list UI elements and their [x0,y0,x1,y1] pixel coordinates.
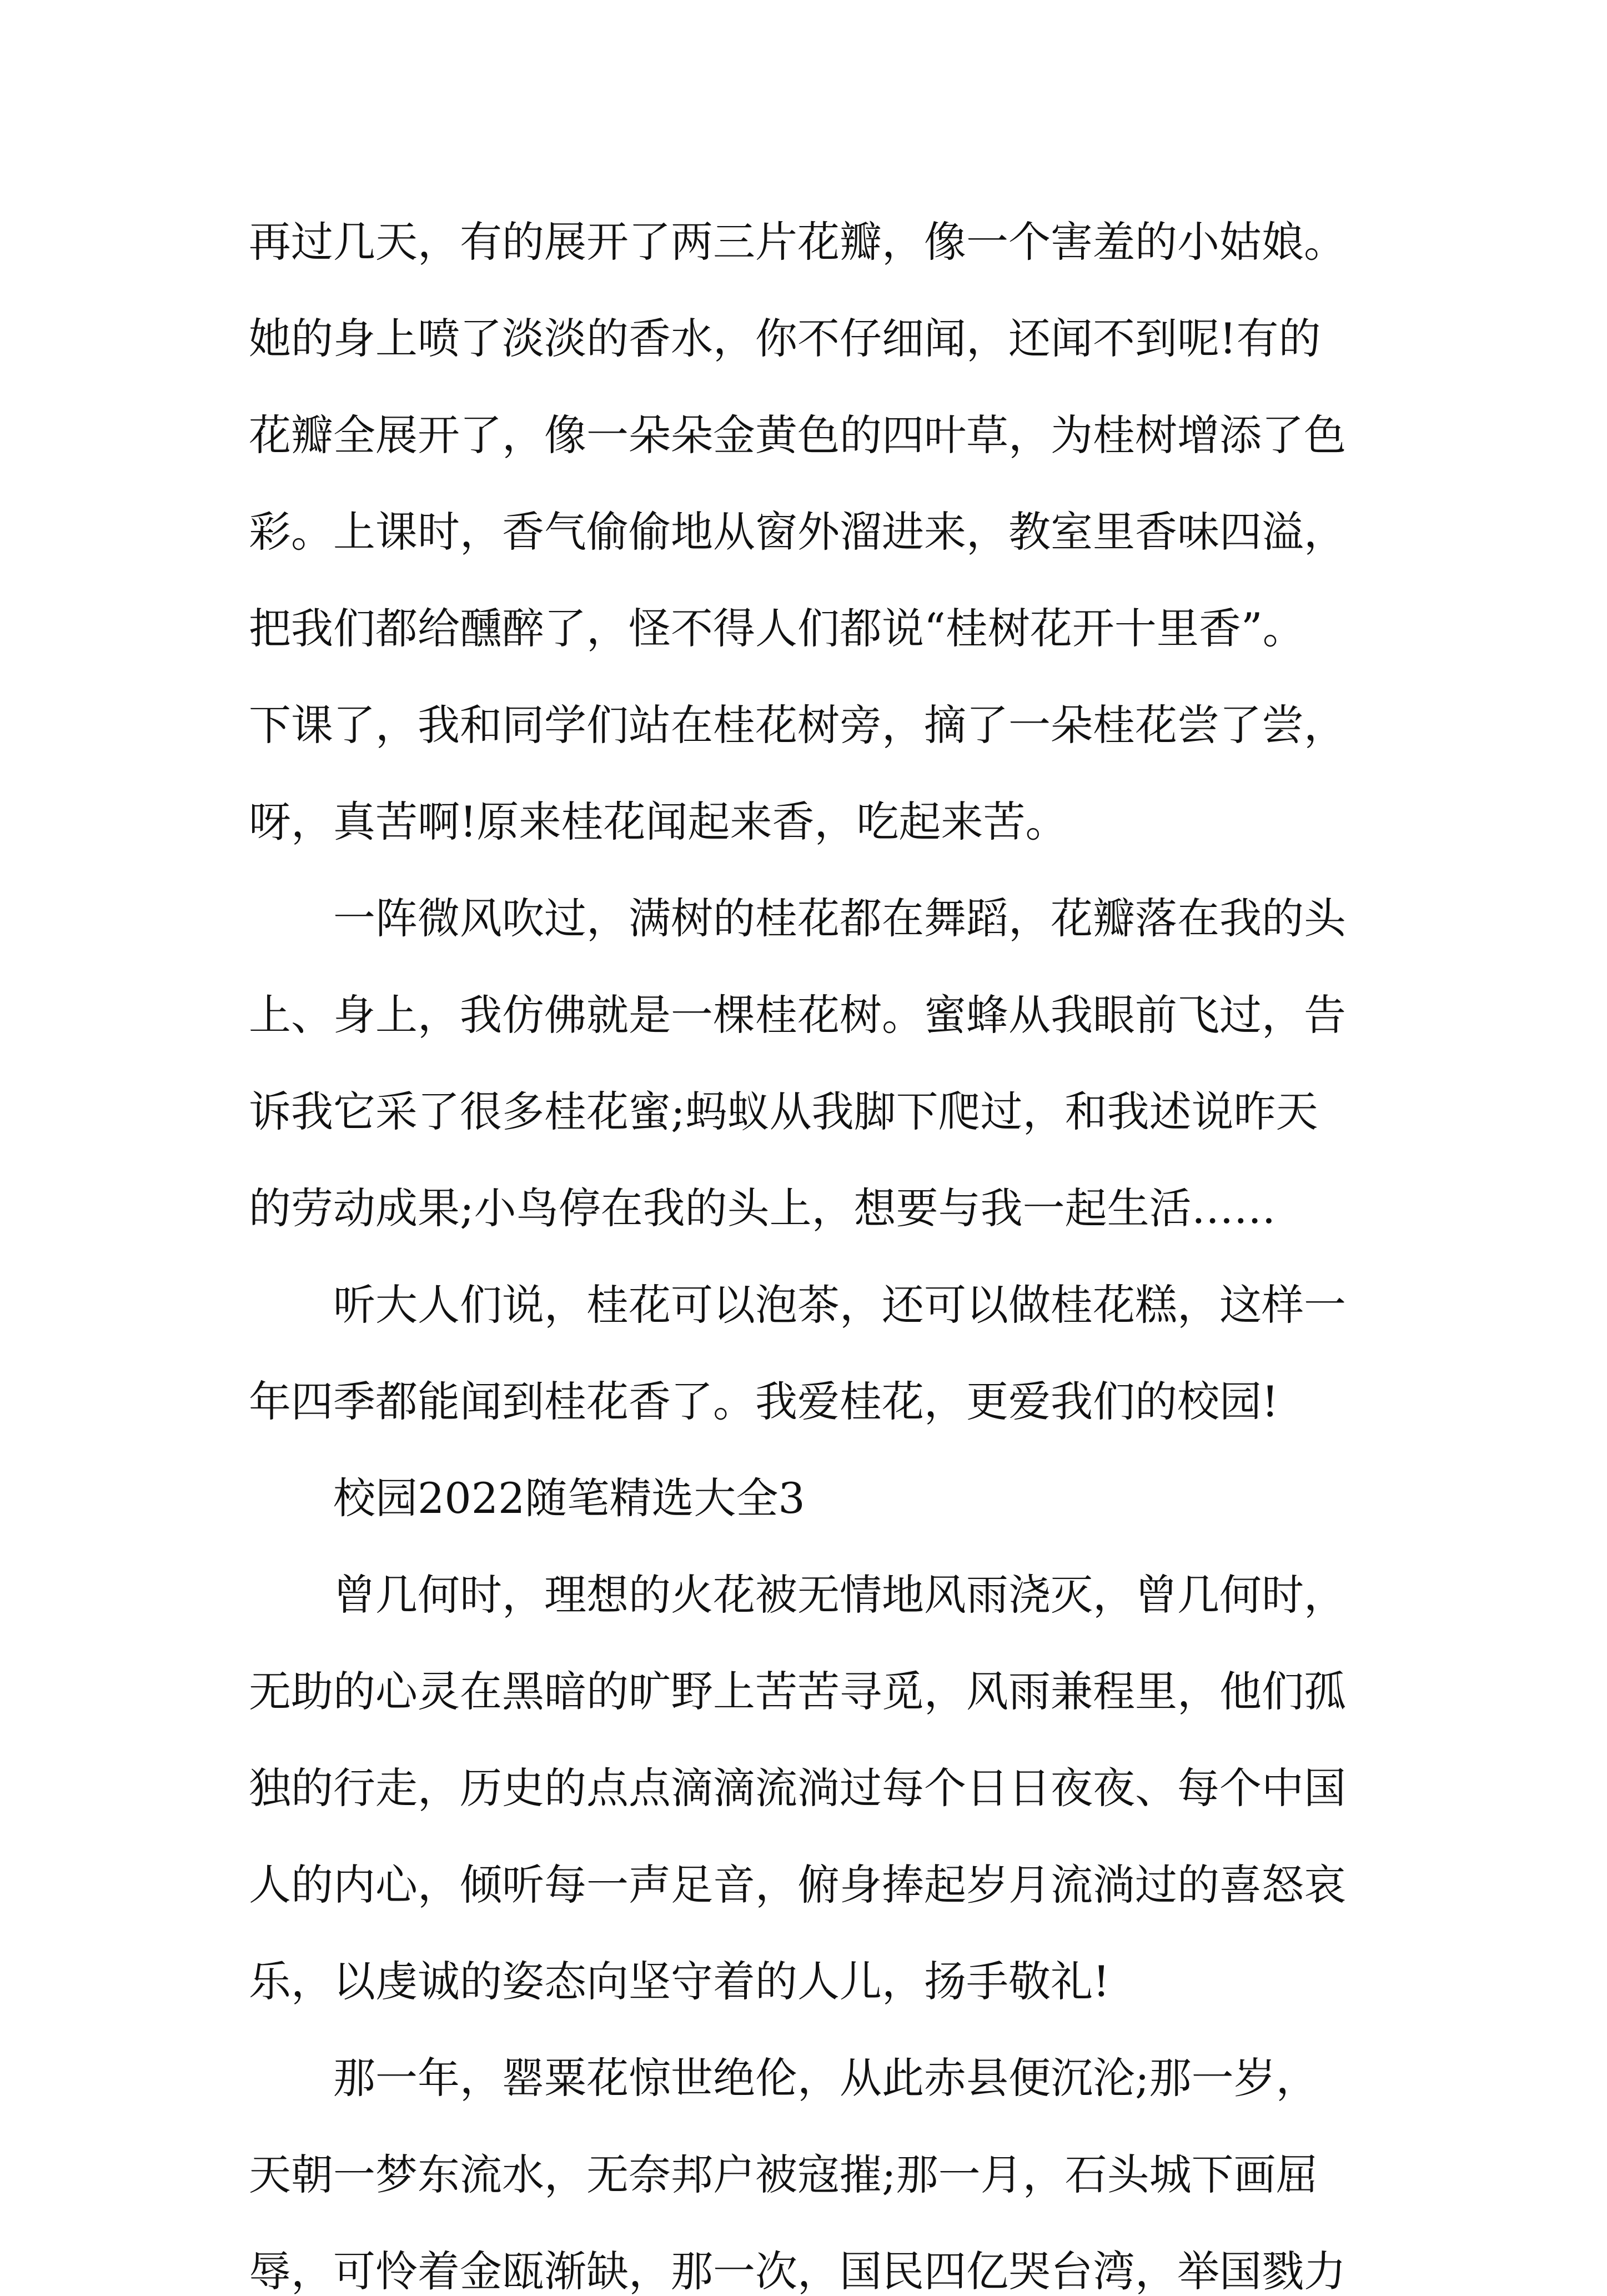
text-line: 下课了，我和同学们站在桂花树旁，摘了一朵桂花尝了尝， [249,700,1346,750]
paragraph-start: 听大人们说，桂花可以泡茶，还可以做桂花糕，这样一 [333,1280,1346,1330]
text-line: 年四季都能闻到桂花香了。我爱桂花，更爱我们的校园! [249,1377,1279,1426]
text-line: 无助的心灵在黑暗的旷野上苦苦寻觅，风雨兼程里，他们孤 [249,1667,1346,1716]
text-line: 再过几天，有的展开了两三片花瓣，像一个害羞的小姑娘。 [249,217,1346,267]
paragraph-start: 曾几何时，理想的火花被无情地风雨浇灭，曾几何时， [333,1570,1346,1620]
section-heading: 校园2022随笔精选大全3 [333,1473,805,1523]
paragraph-start: 一阵微风吹过，满树的桂花都在舞蹈，花瓣落在我的头 [333,894,1346,943]
text-line: 独的行走，历史的点点滴滴流淌过每个日日夜夜、每个中国 [249,1763,1346,1813]
text-line: 人的内心，倾听每一声足音，俯身捧起岁月流淌过的喜怒哀 [249,1860,1346,1909]
text-line: 诉我它采了很多桂花蜜;蚂蚁从我脚下爬过，和我述说昨天 [249,1087,1318,1136]
text-line: 辱，可怜着金瓯渐缺，那一次，国民四亿哭台湾，举国戮力 [249,2247,1346,2296]
text-line: 呀，真苦啊!原来桂花闻起来香，吃起来苦。 [249,797,1068,846]
text-line: 花瓣全展开了，像一朵朵金黄色的四叶草，为桂树增添了色 [249,410,1346,460]
text-line: 的劳动成果;小鸟停在我的头上，想要与我一起生活…… [249,1184,1276,1233]
paragraph-start: 那一年，罂粟花惊世绝伦，从此赤县便沉沦;那一岁， [333,2053,1318,2103]
text-line: 上、身上，我仿佛就是一棵桂花树。蜜蜂从我眼前飞过，告 [249,990,1346,1040]
text-line: 天朝一梦东流水，无奈邦户被寇摧;那一月，石头城下画屈 [249,2150,1318,2199]
text-line: 彩。上课时，香气偷偷地从窗外溜进来，教室里香味四溢， [249,507,1346,557]
text-line: 她的身上喷了淡淡的香水，你不仔细闻，还闻不到呢!有的 [249,314,1321,363]
text-line: 把我们都给醺醉了，怪不得人们都说“桂树花开十里香”。 [249,604,1305,653]
text-line: 乐，以虔诚的姿态向坚守着的人儿，扬手敬礼! [249,1957,1110,2006]
